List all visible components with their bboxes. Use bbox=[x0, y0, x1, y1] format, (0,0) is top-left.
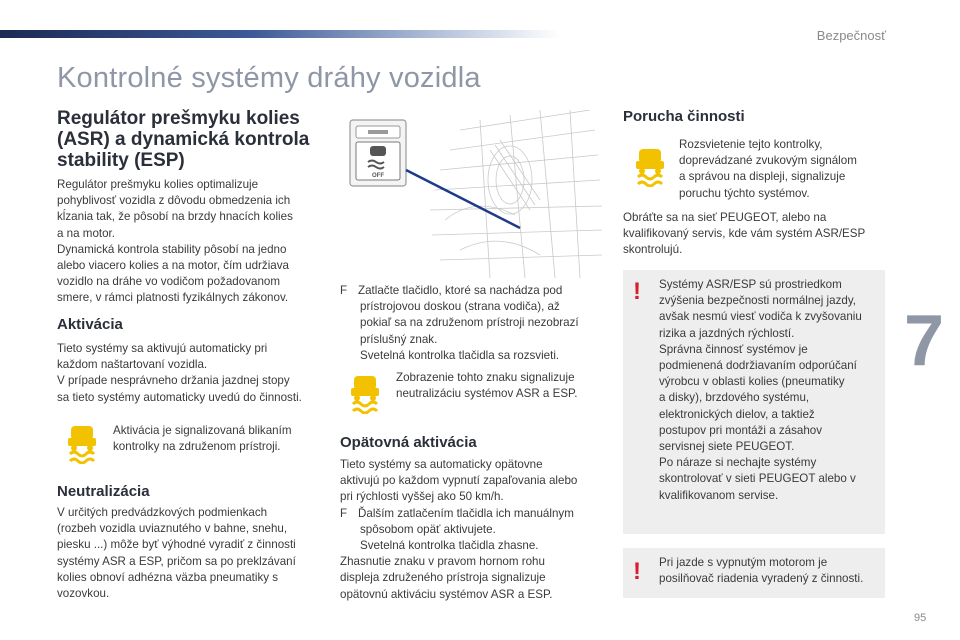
neutralization-icon-text: Zobrazenie tohto znaku signalizuje neutralizáciu systémov ASR a ESP. bbox=[396, 371, 578, 401]
svg-text:OFF: OFF bbox=[372, 173, 384, 179]
activation-text: Tieto systémy sa aktivujú automaticky pri každom naštartovaní vozidla. V prípade nesprávneho držania jazdnej stopy sa tieto systémy automaticky uvedú do činnosti. bbox=[57, 342, 302, 404]
warning-icon: ! bbox=[633, 558, 641, 585]
fault-icon-text: Rozsvietenie tejto kontrolky, doprevádzané zvukovým signálom a správou na displeji, signalizuje poruchu týchto systémov. bbox=[679, 138, 857, 200]
reactivation-heading: Opätovná aktivácia bbox=[340, 434, 477, 451]
main-heading: Regulátor prešmyku kolies (ASR) a dynamická kontrola stability (ESP) bbox=[57, 108, 310, 171]
warning-steering-text: Pri jazde s vypnutým motorom je posilňovač riadenia vyradený z činnosti. bbox=[659, 556, 864, 586]
reactivation-text: Tieto systémy sa automaticky opätovne aktivujú po každom vypnutí zapaľovania alebo pri rýchlosti vyššej ako 50 km/h. F Ďalším zatlačením tlačidla ich manuálnym spôsobom opäť aktivujete. Svetelná kontrolka tlačidla zhasne. Zhasnutie znaku v pravom hornom rohu displeja združeného prístroja signalizuje opätovnú aktiváciu systémov ASR a ESP. bbox=[340, 458, 578, 601]
skid-warning-icon bbox=[62, 422, 102, 469]
warning-safety-text: Systémy ASR/ESP sú prostriedkom zvýšenia bezpečnosti normálnej jazdy, avšak nesmú viesť vodiča k zvyšovaniu rizika a jazdných rýchlostí. Správna činnosť systémov je podmienená dodržiavaním odporúčaní výrobcu v oblasti kolies (pneumatiky a disky), brzdového systému, elektronických dielov, a taktiež postupov pri montáži a zásahov servisnej siete PEUGEOT. Po náraze si nechajte systémy skontrolovať v sieti PEUGEOT alebo v kvalifikovanom servise. bbox=[659, 278, 862, 502]
intro-text: Regulátor prešmyku kolies optimalizuje pohyblivosť vozidla z dôvodu obmedzenia ich kĺzania tak, že pôsobí na brzdy hnacích kolies a na motor. Dynamická kontrola stability pôsobí na jedno alebo viacero kolies a na motor, čím udržiava vozidlo na dráhe vo vodičom požadovanom smere, v rámci platnosti fyzikálnych zákonov. bbox=[57, 178, 293, 305]
neutralization-text: V určitých predvádzkových podmienkach (rozbeh vozidla uviaznutého v bahne, snehu, piesku ...) môže byť výhodné vyradiť z činnosti systémy ASR a ESP, pričom sa po preklzávaní kolies obnoví adhézna väzba pneumatiky s vozovkou. bbox=[57, 506, 296, 601]
skid-off-icon bbox=[345, 372, 385, 419]
warning-box-safety bbox=[623, 270, 885, 534]
warning-box-steering bbox=[623, 548, 885, 598]
page-number: 95 bbox=[914, 612, 927, 624]
fault-contact-text: Obráťte sa na sieť PEUGEOT, alebo na kvalifikovaný servis, kde vám systém ASR/ESP skontrolujú. bbox=[623, 211, 866, 257]
activation-icon-text: Aktivácia je signalizovaná blikaním kontrolky na združenom prístroji. bbox=[113, 424, 292, 454]
page-title: Kontrolné systémy dráhy vozidla bbox=[57, 62, 481, 94]
press-button-text: F Zatlačte tlačidlo, ktoré sa nachádza pod prístrojovou doskou (strana vodiča), až pokiaľ sa na združenom prístroji nezobrazí príslušný znak. Svetelná kontrolka tlačidla sa rozsvieti. bbox=[340, 284, 579, 362]
dashboard-illustration bbox=[340, 110, 602, 283]
warning-icon: ! bbox=[633, 278, 641, 305]
fault-heading: Porucha činnosti bbox=[623, 108, 745, 125]
section-title: Bezpečnosť bbox=[816, 28, 886, 43]
neutralization-heading: Neutralizácia bbox=[57, 483, 150, 500]
header-bar bbox=[0, 30, 560, 38]
activation-heading: Aktivácia bbox=[57, 316, 123, 333]
chapter-number: 7 bbox=[904, 301, 945, 381]
fault-skid-icon bbox=[630, 145, 670, 192]
